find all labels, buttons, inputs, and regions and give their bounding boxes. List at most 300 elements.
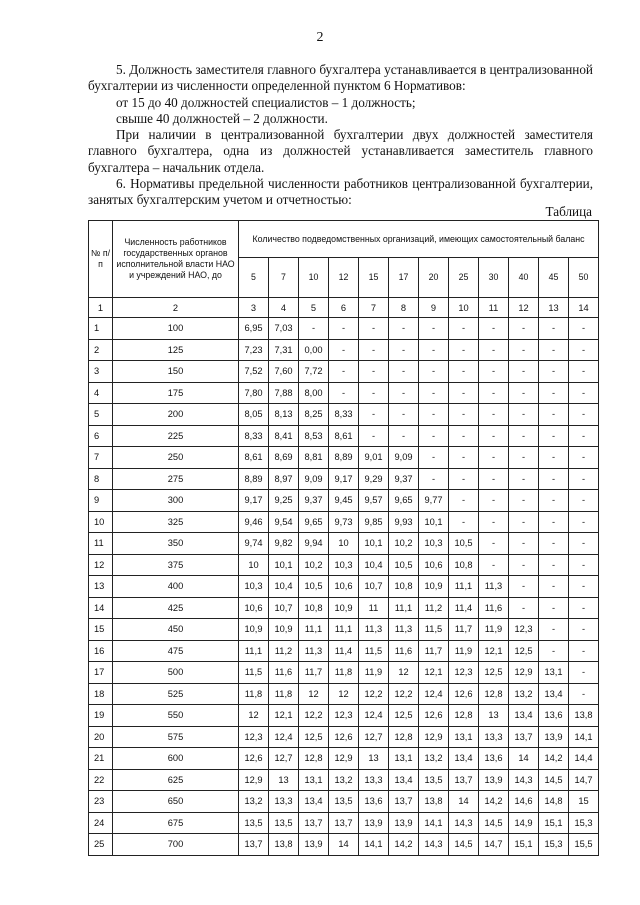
norm-value: - [389, 425, 419, 447]
norm-value: - [569, 447, 599, 469]
header-org-count: 25 [449, 258, 479, 298]
norm-value: 12,1 [479, 640, 509, 662]
norm-value: - [479, 511, 509, 533]
staff-count: 475 [113, 640, 239, 662]
norm-value: - [389, 404, 419, 426]
norm-value: 11,6 [269, 662, 299, 684]
norm-value: 11 [359, 597, 389, 619]
norm-value: 13 [269, 769, 299, 791]
norm-value: 12,6 [239, 748, 269, 770]
norm-value: 11,2 [269, 640, 299, 662]
norm-value: 13,7 [509, 726, 539, 748]
norm-value: - [479, 339, 509, 361]
norm-value: 14,3 [509, 769, 539, 791]
norm-value: 7,60 [269, 361, 299, 383]
norm-value: 10,9 [419, 576, 449, 598]
norm-value: 12 [389, 662, 419, 684]
norm-value: 10,8 [449, 554, 479, 576]
staff-count: 275 [113, 468, 239, 490]
norm-value: 12,8 [389, 726, 419, 748]
paragraph-6: 6. Нормативы предельной численности работников централизованной бухгалтерии, занятых бухгалтерским учетом и отчетностью: [88, 176, 593, 208]
norm-value: - [569, 662, 599, 684]
norm-value: 10 [239, 554, 269, 576]
norm-value: - [479, 554, 509, 576]
norm-value: 13,1 [539, 662, 569, 684]
norm-value: 12,4 [269, 726, 299, 748]
norm-value: - [569, 404, 599, 426]
staff-count: 150 [113, 361, 239, 383]
norm-value: 13,1 [389, 748, 419, 770]
norm-value: - [479, 404, 509, 426]
norm-value: - [359, 382, 389, 404]
norm-value: - [449, 382, 479, 404]
header-org-count: 30 [479, 258, 509, 298]
norm-value: - [419, 447, 449, 469]
norm-value: 8,13 [269, 404, 299, 426]
norm-value: 15,3 [569, 812, 599, 834]
norm-value: - [569, 382, 599, 404]
norm-value: 12,7 [269, 748, 299, 770]
row-number: 24 [89, 812, 113, 834]
table-row [89, 834, 599, 856]
norm-value: 10,4 [269, 576, 299, 598]
norm-value: 10,6 [329, 576, 359, 598]
norm-value: 11,9 [479, 619, 509, 641]
norm-value: 13,9 [539, 726, 569, 748]
norm-value: 14 [329, 834, 359, 856]
norms-table [88, 220, 599, 856]
norm-value: 12 [329, 683, 359, 705]
row-number: 8 [89, 468, 113, 490]
norm-value: 10,8 [389, 576, 419, 598]
norm-value: 8,81 [299, 447, 329, 469]
norm-value: 14,6 [509, 791, 539, 813]
table-row [89, 425, 599, 447]
norm-value: 11,5 [239, 662, 269, 684]
table-row [89, 791, 599, 813]
norm-value: - [539, 597, 569, 619]
norm-value: - [539, 339, 569, 361]
header-org-count: 10 [299, 258, 329, 298]
norm-value: - [539, 404, 569, 426]
norm-value: - [539, 468, 569, 490]
header-column-index: 14 [569, 298, 599, 318]
norm-value: - [569, 619, 599, 641]
norm-value: 12,2 [299, 705, 329, 727]
norm-value: 12,7 [359, 726, 389, 748]
norm-value: 14,5 [539, 769, 569, 791]
staff-count: 200 [113, 404, 239, 426]
header-column-index: 4 [269, 298, 299, 318]
norm-value: 14,8 [539, 791, 569, 813]
norm-value: - [419, 339, 449, 361]
norm-value: 15,1 [509, 834, 539, 856]
staff-count: 625 [113, 769, 239, 791]
table-row [89, 769, 599, 791]
norm-value: 13,2 [329, 769, 359, 791]
norm-value: 11,3 [389, 619, 419, 641]
header-organizations: Количество подведомственных организаций, имеющих самостоятельный баланс [239, 221, 599, 258]
staff-count: 225 [113, 425, 239, 447]
norm-value: 8,05 [239, 404, 269, 426]
norm-value: 11,3 [479, 576, 509, 598]
norm-value: 14,3 [419, 834, 449, 856]
row-number: 18 [89, 683, 113, 705]
norm-value: 14,3 [449, 812, 479, 834]
norm-value: 13,1 [299, 769, 329, 791]
norm-value: - [329, 318, 359, 340]
norm-value: 14,1 [419, 812, 449, 834]
norm-value: 12,2 [359, 683, 389, 705]
norm-value: 11,1 [329, 619, 359, 641]
table-caption: Таблица [545, 204, 592, 219]
norm-value: 8,61 [239, 447, 269, 469]
header-column-index: 3 [239, 298, 269, 318]
norm-value: 11,2 [419, 597, 449, 619]
table-row [89, 748, 599, 770]
norm-value: - [539, 533, 569, 555]
page-number: 2 [316, 30, 324, 45]
norm-value: - [509, 468, 539, 490]
norm-value: 10,1 [419, 511, 449, 533]
header-column-index: 1 [89, 298, 113, 318]
norm-value: - [509, 490, 539, 512]
norm-value: - [479, 533, 509, 555]
norm-value: 7,88 [269, 382, 299, 404]
norm-value: - [359, 339, 389, 361]
norm-value: 12,5 [299, 726, 329, 748]
header-org-count: 5 [239, 258, 269, 298]
norm-value: 13,8 [419, 791, 449, 813]
norm-value: 14,7 [479, 834, 509, 856]
paragraph-5-item-2: свыше 40 должностей – 2 должности. [116, 110, 328, 126]
norm-value: - [419, 361, 449, 383]
norm-value: 10,9 [269, 619, 299, 641]
staff-count: 300 [113, 490, 239, 512]
norm-value: 13,4 [509, 705, 539, 727]
table-row [89, 490, 599, 512]
norm-value: - [479, 447, 509, 469]
row-number: 15 [89, 619, 113, 641]
norm-value: 10,7 [359, 576, 389, 598]
header-column-index: 9 [419, 298, 449, 318]
norm-value: 13,9 [479, 769, 509, 791]
norm-value: - [509, 554, 539, 576]
staff-count: 100 [113, 318, 239, 340]
norm-value: 11,7 [449, 619, 479, 641]
norm-value: 7,80 [239, 382, 269, 404]
staff-count: 350 [113, 533, 239, 555]
norm-value: 11,5 [359, 640, 389, 662]
norm-value: - [539, 619, 569, 641]
norm-value: 8,61 [329, 425, 359, 447]
header-org-count: 20 [419, 258, 449, 298]
norm-value: - [389, 318, 419, 340]
table-row [89, 511, 599, 533]
body-text [88, 62, 593, 209]
norm-value: 10,7 [269, 597, 299, 619]
row-number: 17 [89, 662, 113, 684]
norm-value: 12,9 [239, 769, 269, 791]
norm-value: 9,57 [359, 490, 389, 512]
norm-value: 9,25 [269, 490, 299, 512]
norm-value: - [509, 318, 539, 340]
norm-value: 9,01 [359, 447, 389, 469]
norm-value: - [449, 339, 479, 361]
norm-value: 13,1 [449, 726, 479, 748]
norm-value: 14,7 [569, 769, 599, 791]
row-number: 21 [89, 748, 113, 770]
norm-value: - [569, 554, 599, 576]
table-body [89, 318, 599, 856]
norm-value: 10 [329, 533, 359, 555]
norm-value: 12,5 [509, 640, 539, 662]
norm-value: 12,8 [479, 683, 509, 705]
table-row [89, 533, 599, 555]
norm-value: 12,1 [419, 662, 449, 684]
norm-value: - [509, 361, 539, 383]
norm-value: 9,77 [419, 490, 449, 512]
paragraph-5-item-1: от 15 до 40 должностей специалистов – 1 должность; [116, 94, 416, 110]
norm-value: - [509, 404, 539, 426]
norm-value: 8,25 [299, 404, 329, 426]
staff-count: 550 [113, 705, 239, 727]
norm-value: 12 [299, 683, 329, 705]
row-number: 3 [89, 361, 113, 383]
norm-value: 15,3 [539, 834, 569, 856]
norm-value: - [389, 339, 419, 361]
norm-value: 10,5 [449, 533, 479, 555]
norm-value: 9,54 [269, 511, 299, 533]
row-number: 14 [89, 597, 113, 619]
norm-value: 0,00 [299, 339, 329, 361]
norm-value: 13,4 [389, 769, 419, 791]
norm-value: 7,23 [239, 339, 269, 361]
table-row [89, 468, 599, 490]
header-staff: Численность работников государственных органов исполнительной власти НАО и учреждений НАО, до [113, 221, 239, 298]
header-org-count: 15 [359, 258, 389, 298]
norm-value: 9,17 [329, 468, 359, 490]
norm-value: 10,9 [329, 597, 359, 619]
norm-value: 7,52 [239, 361, 269, 383]
staff-count: 575 [113, 726, 239, 748]
norm-value: - [569, 597, 599, 619]
table-row [89, 318, 599, 340]
norm-value: 12,6 [419, 705, 449, 727]
norm-value: 10,5 [299, 576, 329, 598]
staff-count: 425 [113, 597, 239, 619]
norm-value: 10,1 [269, 554, 299, 576]
row-number: 23 [89, 791, 113, 813]
row-number: 10 [89, 511, 113, 533]
header-column-index: 5 [299, 298, 329, 318]
norm-value: 9,37 [299, 490, 329, 512]
norm-value: - [569, 490, 599, 512]
norm-value: 10,9 [239, 619, 269, 641]
norm-value: 12,9 [329, 748, 359, 770]
norm-value: 13,3 [269, 791, 299, 813]
norm-value: 6,95 [239, 318, 269, 340]
table-row [89, 726, 599, 748]
header-column-index: 2 [113, 298, 239, 318]
norm-value: 10,6 [419, 554, 449, 576]
header-index-row [89, 298, 599, 318]
norm-value: 13,6 [539, 705, 569, 727]
norm-value: - [479, 425, 509, 447]
norm-value: 9,65 [299, 511, 329, 533]
norm-value: 12,4 [419, 683, 449, 705]
norm-value: 13 [479, 705, 509, 727]
norm-value: 9,73 [329, 511, 359, 533]
header-org-count: 50 [569, 258, 599, 298]
norm-value: - [509, 339, 539, 361]
norm-value: - [449, 361, 479, 383]
norm-value: - [569, 339, 599, 361]
norm-value: - [359, 425, 389, 447]
norm-value: - [539, 382, 569, 404]
norm-value: - [389, 361, 419, 383]
norm-value: 9,85 [359, 511, 389, 533]
table-row [89, 705, 599, 727]
norm-value: 14,2 [389, 834, 419, 856]
header-column-index: 10 [449, 298, 479, 318]
staff-count: 675 [113, 812, 239, 834]
norm-value: 14,9 [509, 812, 539, 834]
header-org-count: 45 [539, 258, 569, 298]
table-row [89, 339, 599, 361]
norm-value: 13,8 [269, 834, 299, 856]
staff-count: 700 [113, 834, 239, 856]
staff-count: 650 [113, 791, 239, 813]
norm-value: 11,6 [479, 597, 509, 619]
norm-value: 13,7 [449, 769, 479, 791]
norm-value: - [419, 468, 449, 490]
norm-value: - [539, 511, 569, 533]
staff-count: 600 [113, 748, 239, 770]
norm-value: 8,97 [269, 468, 299, 490]
row-number: 13 [89, 576, 113, 598]
norm-value: 14,4 [569, 748, 599, 770]
norm-value: 12,8 [449, 705, 479, 727]
norm-value: 13,2 [509, 683, 539, 705]
norm-value: 10,2 [389, 533, 419, 555]
norm-value: - [539, 447, 569, 469]
norm-value: - [359, 361, 389, 383]
norm-value: - [419, 404, 449, 426]
norm-value: - [329, 382, 359, 404]
table-row [89, 382, 599, 404]
table-row [89, 683, 599, 705]
norm-value: - [449, 511, 479, 533]
norm-value: 12,5 [479, 662, 509, 684]
norm-value: 12,3 [449, 662, 479, 684]
norm-value: 9,65 [389, 490, 419, 512]
norm-value: 9,45 [329, 490, 359, 512]
row-number: 12 [89, 554, 113, 576]
norm-value: 13,4 [449, 748, 479, 770]
norm-value: - [449, 468, 479, 490]
norm-value: 8,00 [299, 382, 329, 404]
table-row [89, 576, 599, 598]
norm-value: 11,3 [299, 640, 329, 662]
norm-value: 11,9 [449, 640, 479, 662]
norm-value: - [539, 490, 569, 512]
norm-value: 14,2 [479, 791, 509, 813]
row-number: 19 [89, 705, 113, 727]
norm-value: - [569, 511, 599, 533]
header-column-index: 7 [359, 298, 389, 318]
table-row [89, 812, 599, 834]
norm-value: 13,2 [239, 791, 269, 813]
table-row [89, 447, 599, 469]
norm-value: 13,9 [299, 834, 329, 856]
norm-value: 7,72 [299, 361, 329, 383]
norm-value: 13,5 [419, 769, 449, 791]
norm-value: 11,5 [419, 619, 449, 641]
norm-value: 13,6 [479, 748, 509, 770]
staff-count: 450 [113, 619, 239, 641]
norm-value: 10,8 [299, 597, 329, 619]
norm-value: - [509, 533, 539, 555]
staff-count: 500 [113, 662, 239, 684]
header-column-index: 13 [539, 298, 569, 318]
table-row [89, 361, 599, 383]
norm-value: - [539, 640, 569, 662]
table-row [89, 619, 599, 641]
norm-value: 13 [359, 748, 389, 770]
norm-value: 12,9 [419, 726, 449, 748]
staff-count: 375 [113, 554, 239, 576]
table-row [89, 640, 599, 662]
norm-value: - [419, 318, 449, 340]
norm-value: 12,3 [239, 726, 269, 748]
norm-value: 8,33 [329, 404, 359, 426]
header-column-index: 11 [479, 298, 509, 318]
header-org-count: 7 [269, 258, 299, 298]
header-org-count: 17 [389, 258, 419, 298]
norm-value: 12 [239, 705, 269, 727]
norm-value: - [479, 318, 509, 340]
norm-value: 13,7 [389, 791, 419, 813]
norm-value: 12,4 [359, 705, 389, 727]
norm-value: 11,4 [329, 640, 359, 662]
norm-value: 14 [509, 748, 539, 770]
norm-value: 11,1 [389, 597, 419, 619]
norm-value: 13,5 [239, 812, 269, 834]
norm-value: 9,37 [389, 468, 419, 490]
norm-value: 13,9 [389, 812, 419, 834]
norm-value: 13,4 [539, 683, 569, 705]
row-number: 20 [89, 726, 113, 748]
norm-value: 14,1 [569, 726, 599, 748]
norm-value: 10,5 [389, 554, 419, 576]
norm-value: 13,2 [419, 748, 449, 770]
norm-value: - [509, 447, 539, 469]
norm-value: 8,53 [299, 425, 329, 447]
row-number: 11 [89, 533, 113, 555]
norm-value: 13,3 [479, 726, 509, 748]
row-number: 2 [89, 339, 113, 361]
row-number: 1 [89, 318, 113, 340]
norm-value: 9,74 [239, 533, 269, 555]
norm-value: 15,5 [569, 834, 599, 856]
norm-value: 8,33 [239, 425, 269, 447]
norm-value: 14,2 [539, 748, 569, 770]
row-number: 6 [89, 425, 113, 447]
norm-value: - [569, 683, 599, 705]
norm-value: - [569, 576, 599, 598]
norm-value: - [329, 339, 359, 361]
